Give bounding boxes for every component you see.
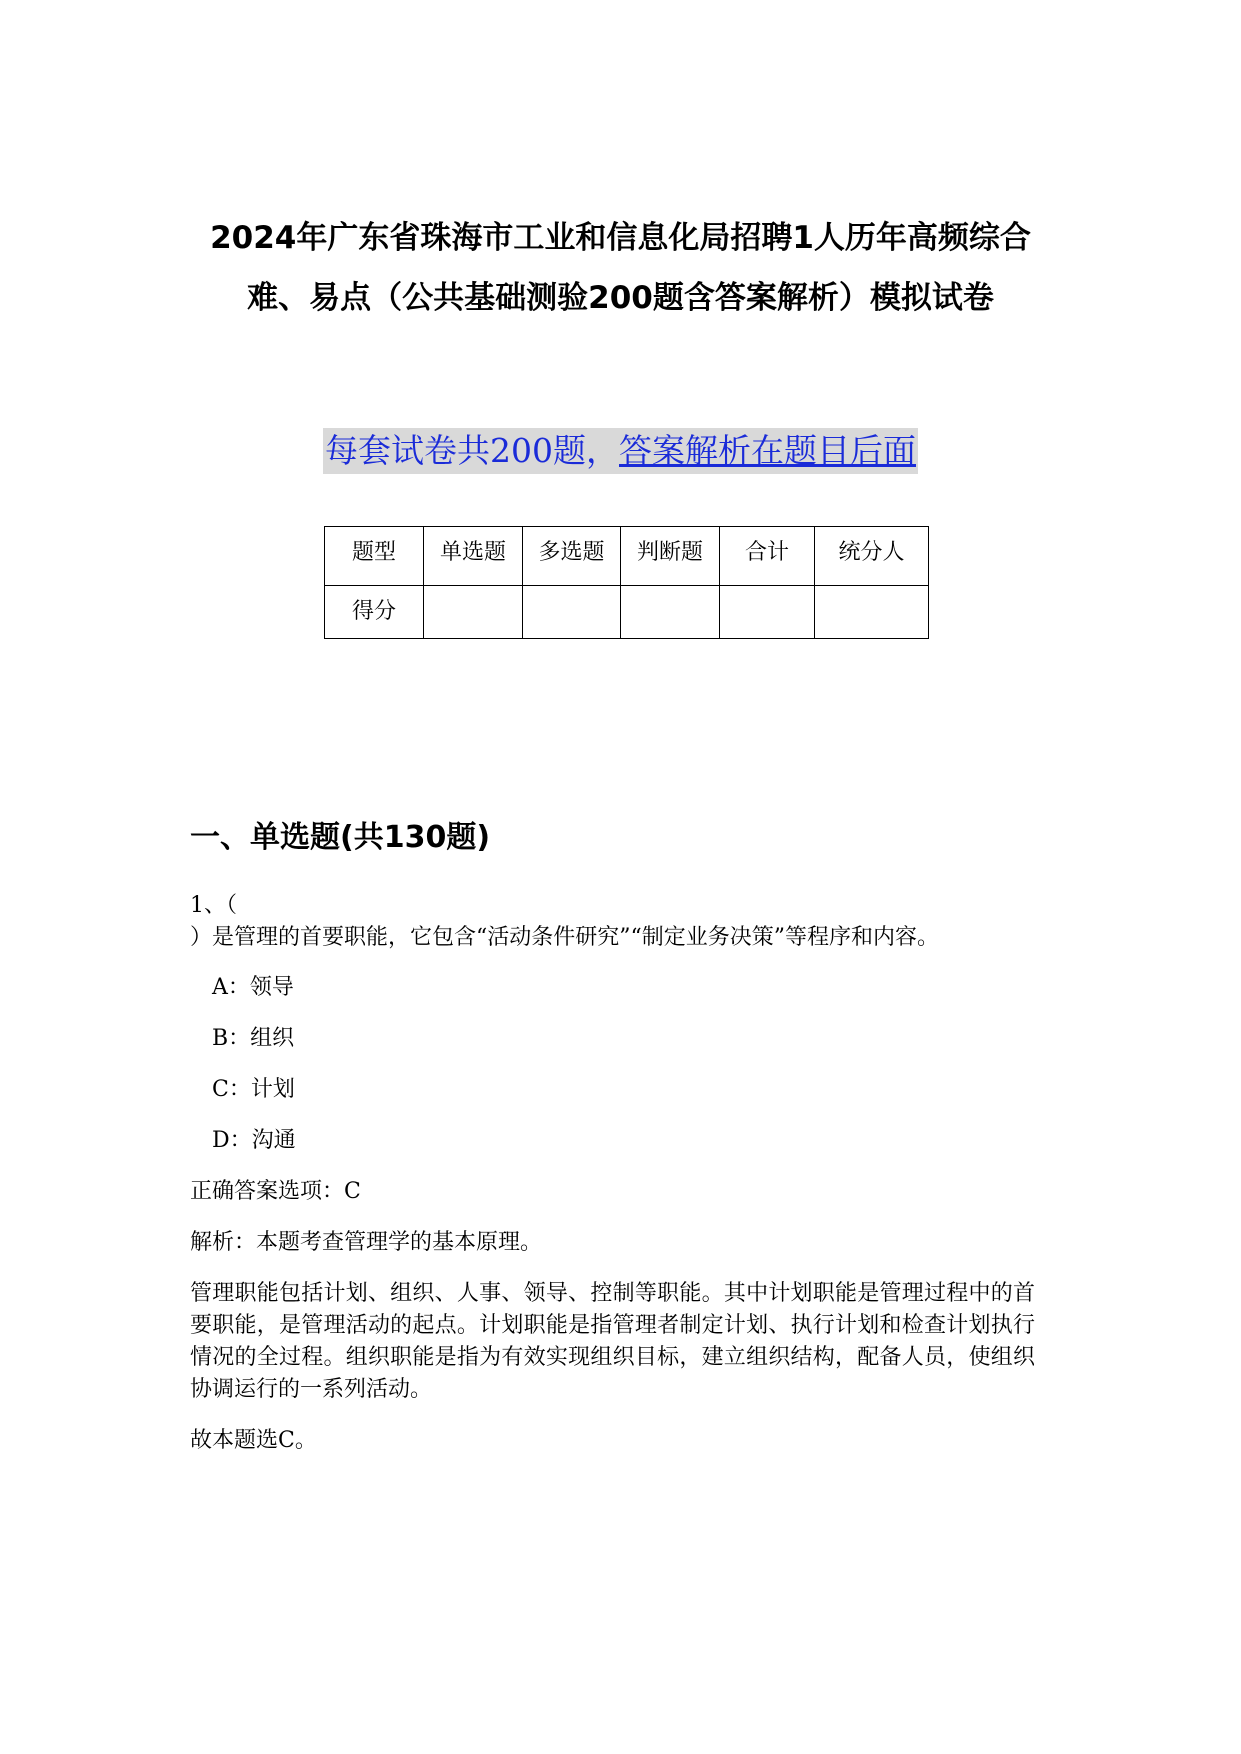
header-total-label: 合计: [744, 540, 789, 565]
header-judge-label: 判断题: [636, 540, 703, 565]
score-cell-multi[interactable]: [523, 586, 621, 639]
score-table-score-row: [325, 586, 929, 639]
header-cell-multi: [523, 527, 621, 586]
document-title: [160, 208, 1081, 328]
option-b[interactable]: B：组织: [212, 1026, 295, 1051]
header-cell-scorer: [815, 527, 929, 586]
title-line-2: 难、易点（公共基础测验200题含答案解析）模拟试卷: [247, 280, 994, 316]
analysis-explanation: 管理职能包括计划、组织、人事、领导、控制等职能。其中计划职能是管理过程中的首要职能，是管理活动的起点。计划职能是指管理者制定计划、执行计划和检查计划执行情况的全过程。组织职能是指为有效实现组织目标，建立组织结构，配备人员，使组织协调运行的一系列活动。: [190, 1281, 1035, 1402]
header-cell-total: [720, 527, 815, 586]
analysis-conclusion: 故本题选C。: [190, 1428, 317, 1453]
header-single-label: 单选题: [439, 540, 506, 565]
header-multi-label: 多选题: [538, 540, 605, 565]
analysis-heading: 解析：本题考查管理学的基本原理。: [190, 1230, 543, 1255]
option-list: [190, 972, 1050, 1157]
score-row-label: 得分: [351, 599, 396, 624]
header-cell-judge: [621, 527, 720, 586]
score-cell-total[interactable]: [720, 586, 815, 639]
question-number: 1、（: [190, 893, 237, 918]
question-1: [190, 890, 1050, 1457]
notice-link[interactable]: 答案解析在题目后面: [619, 431, 916, 470]
notice-text: 每套试卷共200题，: [325, 431, 619, 470]
score-cell-judge[interactable]: [621, 586, 720, 639]
title-line-1: 2024年广东省珠海市工业和信息化局招聘1人历年高频综合: [210, 220, 1031, 256]
score-table: [324, 526, 929, 639]
header-type-label: 题型: [351, 540, 396, 565]
header-cell-type: [325, 527, 424, 586]
score-cell-single[interactable]: [424, 586, 523, 639]
section-heading: 一、单选题(共130题): [190, 820, 491, 855]
header-scorer-label: 统分人: [838, 540, 905, 565]
correct-answer: 正确答案选项：C: [190, 1179, 361, 1204]
score-cell-scorer[interactable]: [815, 586, 929, 639]
notice-highlight: [323, 428, 918, 474]
header-cell-single: [424, 527, 523, 586]
score-row-label-cell: [325, 586, 424, 639]
question-stem: ）是管理的首要职能，它包含“活动条件研究”“制定业务决策”等程序和内容。: [190, 925, 939, 950]
option-a[interactable]: A：领导: [212, 975, 294, 1000]
option-d[interactable]: D：沟通: [212, 1128, 296, 1153]
option-c[interactable]: C：计划: [212, 1077, 295, 1102]
notice-banner: [0, 428, 1241, 474]
score-table-header-row: [325, 527, 929, 586]
